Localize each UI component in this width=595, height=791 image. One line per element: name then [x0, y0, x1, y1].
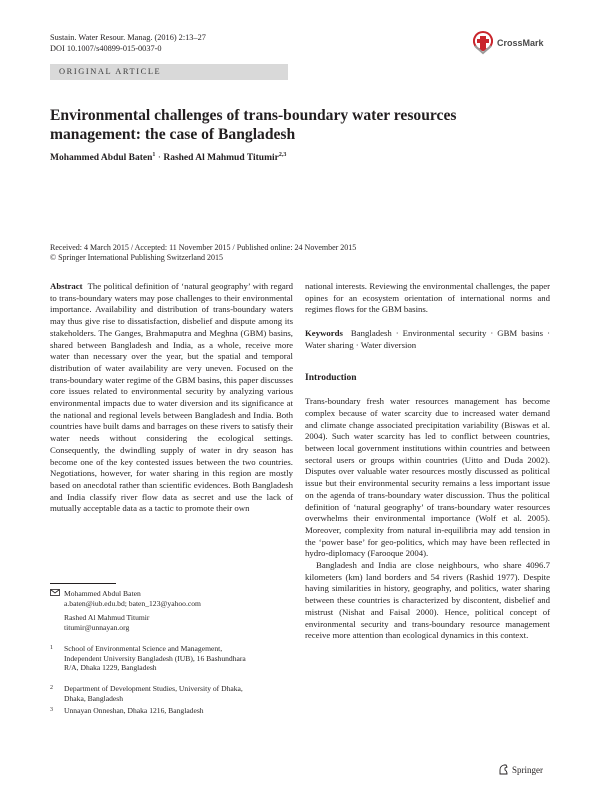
- journal-citation: Sustain. Water Resour. Manag. (2016) 2:13–27: [50, 33, 206, 42]
- corr1-name: Mohammed Abdul Baten: [64, 589, 141, 598]
- abstract-label: Abstract: [50, 281, 83, 291]
- corr2-name: Rashed Al Mahmud Titumir: [64, 613, 150, 622]
- received-dates: Received: 4 March 2015 / Accepted: 11 November 2015 / Published online: 24 November 2015: [50, 243, 357, 252]
- corresponding-author-1: [50, 589, 201, 608]
- crossmark-icon: [473, 31, 493, 55]
- aff3-line: Unnayan Onneshan, Dhaka 1216, Bangladesh: [64, 706, 204, 715]
- publication-history: [50, 243, 356, 264]
- article-type: ORIGINAL ARTICLE: [59, 67, 162, 76]
- aff1-line: School of Environmental Science and Management,: [64, 644, 223, 653]
- section-heading-introduction: Introduction: [305, 372, 357, 383]
- abstract-text: The political definition of ‘natural geography’ with regard to trans-boundary waters may pose challenges to their environmental importance. Availability and distribution of trans-boundary waters may thus give rise to dissatisfaction, disbelief and dispute among its stakeholders. The Ganges, Brahmaputra and Meghna (GBM) basins, shared between Bangladesh and India, as a whole, receive more water than necessary over the year, but the spatial and temporal distribution of water availability are very uneven. Focused on the trans-boundary water regime of the GBM basins, this paper discusses core issues related to environmental security by analyzing various environmental impacts due to water diversion and its significance at the national and regional levels between Bangladesh and India. Both countries have built dams and barrages on these rivers to satisfy their water needs without considering the ecological settings. Consequently, the dwindling supply of water in dry season has become one of the key contested issues between the two countries. Negotiations, however, for water sharing in this region are mostly based on anecdotal rather than scientific evidences. Both Bangladesh and India classify river flow data as secret and use the lack of mutually acceptable data as a tactic to promote their own: [50, 281, 294, 514]
- author-list: [50, 152, 286, 163]
- corr1-email[interactable]: a.baten@iub.edu.bd; baten_123@yahoo.com: [64, 598, 201, 608]
- author-2-affil: 2,3: [278, 152, 287, 158]
- footnote-divider: [50, 583, 116, 584]
- author-separator: ·: [155, 153, 164, 164]
- aff2-line: Dhaka, Bangladesh: [64, 693, 124, 703]
- intro-paragraph-2: Bangladesh and India are close neighbours, who share 4096.7 kilometers (km) land borders and 54 rivers (Rashid 1977). Despite having similarities in history, geography, and politics, water sharing between these countries is characterized by discontent, disbelief and mistrust (Nishat and Faisal 2000). Hence, political concept of environmental security and trans-boundary resource management receive more attention than ecological dynamics in this context.: [305, 560, 550, 641]
- keywords-text: Bangladesh · Environmental security · GBM basins · Water sharing · Water diversion: [305, 328, 550, 350]
- abstract: [50, 281, 293, 515]
- journal-header: [50, 33, 206, 54]
- corr2-email[interactable]: titumir@unnayan.org: [64, 622, 130, 632]
- keywords: [305, 328, 550, 351]
- affiliation-3: [50, 706, 204, 716]
- aff1-line: R/A, Dhaka 1229, Bangladesh: [64, 663, 157, 673]
- affiliation-3-number: 3: [50, 707, 53, 713]
- article-title: [50, 106, 550, 144]
- author-2[interactable]: Rashed Al Mahmud Titumir: [163, 153, 279, 164]
- copyright: © Springer International Publishing Switzerland 2015: [50, 253, 223, 263]
- springer-horse-icon: [498, 764, 509, 775]
- doi[interactable]: DOI 10.1007/s40899-015-0037-0: [50, 43, 162, 53]
- title-line-2: management: the case of Bangladesh: [50, 126, 296, 143]
- title-line-1: Environmental challenges of trans-boundary water resources: [50, 107, 457, 124]
- publisher-name: Springer: [512, 764, 543, 775]
- spacer: [50, 613, 64, 632]
- author-1[interactable]: Mohammed Abdul Baten: [50, 153, 153, 164]
- crossmark-label: CrossMark: [497, 38, 544, 48]
- left-column: [50, 281, 293, 515]
- right-column: [305, 281, 550, 642]
- publisher-logo: [498, 764, 543, 775]
- keywords-label: Keywords: [305, 328, 343, 339]
- aff1-line: Independent University Bangladesh (IUB), 16 Bashundhara: [64, 653, 246, 663]
- article-type-bar: [50, 64, 288, 80]
- abstract-continued: national interests. Reviewing the environmental challenges, the paper opines for an ecosystem orientation of international norms and regimes flows for the GBM basins.: [305, 281, 550, 315]
- affiliation-2-number: 2: [50, 685, 53, 691]
- crossmark-badge[interactable]: [473, 30, 555, 56]
- affiliation-2: [50, 684, 243, 703]
- affiliation-1-number: 1: [50, 645, 53, 651]
- author-1-affil: 1: [152, 152, 156, 158]
- aff2-line: Department of Development Studies, University of Dhaka,: [64, 684, 243, 693]
- affiliation-1: [50, 644, 246, 673]
- intro-paragraph-1: Trans-boundary fresh water resources management has become complex because of water scarcity due to increased water demand and climate change associated precipitation variability (Biswas et al. 2004). Such water scarcity has led to conflict between countries, between local government institutions within countries and between sectoral users or groups within countries (Uitto and Duda 2002). Disputes over valuable water resources mostly discussed as political issue but their environmental security remains a less important issue on the agenda of trans-boundary water discussion. Thus the political definition of ‘natural geography’ of trans-boundary water resources overwhelms their environmental importance (Wolf et al. 2005). Moreover, complexity from natural in-equilibria may add tension in the ‘power base’ for geo-politics, which may have been reflected in hydro-diplomacy (Farooque 2004).: [305, 396, 550, 559]
- envelope-icon: [50, 589, 64, 608]
- corresponding-author-2: [50, 613, 149, 632]
